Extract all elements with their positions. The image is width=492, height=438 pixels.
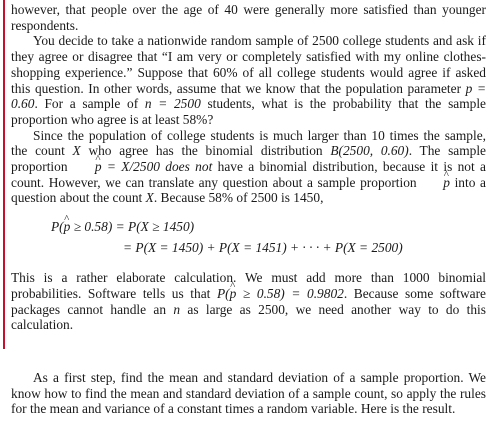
margin-rule: [3, 0, 5, 349]
p-hat-symbol: ^ p: [230, 286, 237, 302]
paragraph-elaborate-calculation: This is a rather elaborate calculation. We must add more than 1000 binomial probabilities. Software tells us that P(^ p ≥ 0.58) = 0.9802. Because some software packages cannot handle an n as large as 2500, we need another way to do this calculation.: [11, 270, 486, 333]
paragraph-binomial: Since the population of college students is much larger than 10 times the sample, the count X who agree has the binomial distribution B(2500, 0.60). The sample proportion ^ p = X/2500 does not have a binomial distribution, because it is not a count. However, we can translate any question about a sample proportion ^ p into a question about the count X. Because 58% of 2500 is 1450,: [11, 128, 486, 207]
paragraph-sample-setup: You decide to take a nationwide random sample of 2500 college students and ask if they agree or disagree that “I am very or completely satisfied with my online clothes-shopping experience.” Suppose that 60% of all college students would agree if asked this question. In other words, assume that we know that the population parameter p = 0.60. For a sample of n = 2500 students, what is the probability that the sample proportion who agree is at least 58%?: [11, 33, 486, 127]
p-hat-symbol: ^ p: [64, 216, 71, 237]
paragraph-first-step: As a first step, find the mean and standard deviation of a sample proportion. We know how to find the mean and standard deviation of a sample count, so apply the rules for the mean and variance of a constant times a random variable. Here is the result.: [11, 370, 486, 417]
probability-equation: [11, 216, 486, 258]
paragraph-continuation: however, that people over the age of 40 were generally more satisfied than younger respondents.: [11, 2, 486, 33]
equation-line-2: = P(X = 1450) + P(X = 1451) + · · · + P(X = 2500): [123, 240, 403, 256]
p-hat-symbol: ^ p: [73, 159, 102, 175]
main-text-block: [11, 354, 486, 417]
equation-line-1: P(^ p ≥ 0.58) = P(X ≥ 1450): [11, 216, 486, 237]
p-hat-symbol: ^ p: [421, 175, 450, 191]
example-block: [11, 2, 486, 333]
